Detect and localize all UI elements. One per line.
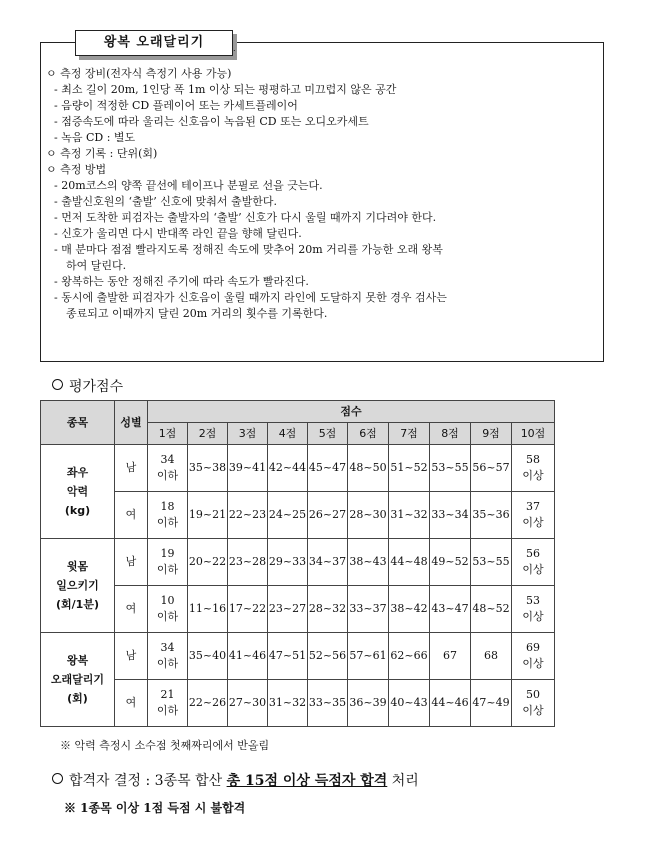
- method-line: ㅇ 측정 기록 : 단위(회): [46, 147, 158, 160]
- score-cell: 29~33: [268, 539, 308, 586]
- section-title: [52, 376, 123, 396]
- pass-emph: 총 15점 이상 득점자 합격: [226, 773, 388, 789]
- score-cell: 22~23: [228, 492, 268, 539]
- score-cell: 33~34: [430, 492, 471, 539]
- item-name-line: (회/1분): [56, 598, 99, 611]
- score-cell: 20~22: [188, 539, 228, 586]
- method-line: - 음량이 적정한 CD 플레이어 또는 카세트플레이어: [54, 99, 298, 112]
- score-cell: 39~41: [228, 445, 268, 492]
- item-name-line: 오래달리기: [50, 673, 105, 686]
- score-cell: 35~40: [188, 633, 228, 680]
- header-score-col: 6점: [348, 423, 389, 445]
- header-score-col: 2점: [188, 423, 228, 445]
- method-content: [46, 66, 602, 322]
- method-line: - 점증속도에 따라 울리는 신호음이 녹음된 CD 또는 오디오카세트: [54, 115, 369, 128]
- sex-cell: 남: [115, 445, 148, 492]
- item-name: [41, 633, 115, 727]
- score-cell: 27~30: [228, 680, 268, 727]
- pass-criteria: [52, 770, 419, 790]
- circle-bullet-icon: [52, 379, 63, 390]
- score-cell: 37 이상: [512, 492, 555, 539]
- method-line: - 왕복하는 동안 정해진 주기에 따라 속도가 빨라진다.: [54, 275, 309, 288]
- score-cell: 40~43: [389, 680, 430, 727]
- score-cell: 33~37: [348, 586, 389, 633]
- item-name-line: (kg): [64, 504, 91, 517]
- header-score-col: 3점: [228, 423, 268, 445]
- circle-bullet-icon: [52, 773, 63, 784]
- header-score-col: 9점: [471, 423, 512, 445]
- method-line: - 매 분마다 점점 빨라지도록 정해진 속도에 맞추어 20m 거리를 가능한 오래 왕복: [54, 243, 443, 256]
- section-title-text: 평가점수: [69, 379, 124, 395]
- item-name-line: 윗몸: [66, 560, 89, 573]
- method-line: 하여 달린다.: [66, 259, 127, 272]
- score-cell: 44~46: [430, 680, 471, 727]
- note-fail: ※ 1종목 이상 1점 득점 시 불합격: [64, 801, 246, 815]
- method-line: ㅇ 측정 방법: [46, 163, 107, 176]
- score-cell: 45~47: [308, 445, 348, 492]
- score-cell: 17~22: [228, 586, 268, 633]
- score-cell: 31~32: [389, 492, 430, 539]
- sex-cell: 남: [115, 539, 148, 586]
- sex-cell: 여: [115, 586, 148, 633]
- score-cell: 31~32: [268, 680, 308, 727]
- score-cell: 42~44: [268, 445, 308, 492]
- header-score-col: 4점: [268, 423, 308, 445]
- item-name-line: 좌우: [66, 466, 89, 479]
- score-cell: 53~55: [430, 445, 471, 492]
- pass-suffix: 처리: [387, 773, 419, 789]
- score-cell: 34 이하: [148, 445, 188, 492]
- score-cell: 23~27: [268, 586, 308, 633]
- header-score-col: 7점: [389, 423, 430, 445]
- header-item: 종목: [41, 401, 115, 445]
- box-title: 왕복 오래달리기: [75, 30, 233, 56]
- table-row: [41, 492, 555, 539]
- score-cell: 38~43: [348, 539, 389, 586]
- header-score-col: 5점: [308, 423, 348, 445]
- table-row: [41, 633, 555, 680]
- score-cell: 18 이하: [148, 492, 188, 539]
- item-name: [41, 539, 115, 633]
- score-table: [40, 400, 555, 727]
- header-score: 점수: [148, 401, 555, 423]
- score-cell: 69 이상: [512, 633, 555, 680]
- score-cell: 47~51: [268, 633, 308, 680]
- method-line: - 신호가 울리면 다시 반대쪽 라인 끝을 향해 달린다.: [54, 227, 302, 240]
- header-sex: 성별: [115, 401, 148, 445]
- header-score-col: 1점: [148, 423, 188, 445]
- method-line: - 20m코스의 양쪽 끝선에 테이프나 분필로 선을 긋는다.: [54, 179, 323, 192]
- score-cell: 44~48: [389, 539, 430, 586]
- score-cell: 56~57: [471, 445, 512, 492]
- method-line: - 최소 길이 20m, 1인당 폭 1m 이상 되는 평평하고 미끄럽지 않은 공간: [54, 83, 397, 96]
- note-grip: ※ 악력 측정시 소수점 첫째짜리에서 반올림: [60, 739, 270, 752]
- sex-cell: 남: [115, 633, 148, 680]
- score-cell: 24~25: [268, 492, 308, 539]
- score-cell: 21 이하: [148, 680, 188, 727]
- score-cell: 10 이하: [148, 586, 188, 633]
- table-row: [41, 586, 555, 633]
- score-cell: 49~52: [430, 539, 471, 586]
- item-name-line: 왕복: [66, 654, 89, 667]
- score-cell: 19 이하: [148, 539, 188, 586]
- score-cell: 19~21: [188, 492, 228, 539]
- score-cell: 28~30: [348, 492, 389, 539]
- method-line: - 출발신호원의 ‘출발’ 신호에 맞춰서 출발한다.: [54, 195, 277, 208]
- score-cell: 47~49: [471, 680, 512, 727]
- item-name-line: 일으키기: [56, 579, 99, 592]
- score-cell: 62~66: [389, 633, 430, 680]
- score-cell: 36~39: [348, 680, 389, 727]
- score-cell: 11~16: [188, 586, 228, 633]
- score-cell: 53 이상: [512, 586, 555, 633]
- score-cell: 56 이상: [512, 539, 555, 586]
- score-cell: 33~35: [308, 680, 348, 727]
- score-cell: 28~32: [308, 586, 348, 633]
- method-line: - 동시에 출발한 피검자가 신호음이 울릴 때까지 라인에 도달하지 못한 경우 검사는: [54, 291, 447, 304]
- method-line: - 먼저 도착한 피검자는 출발자의 ‘출발’ 신호가 다시 울릴 때까지 기다려야 한다.: [54, 211, 437, 224]
- header-score-col: 10점: [512, 423, 555, 445]
- score-cell: 34 이하: [148, 633, 188, 680]
- table-row: [41, 680, 555, 727]
- method-line: ㅇ 측정 장비(전자식 측정기 사용 가능): [46, 67, 232, 80]
- score-cell: 53~55: [471, 539, 512, 586]
- score-cell: 67: [430, 633, 471, 680]
- pass-prefix: 합격자 결정 : 3종목 합산: [69, 773, 227, 789]
- score-cell: 38~42: [389, 586, 430, 633]
- score-cell: 58 이상: [512, 445, 555, 492]
- header-score-col: 8점: [430, 423, 471, 445]
- score-cell: 41~46: [228, 633, 268, 680]
- sex-cell: 여: [115, 680, 148, 727]
- score-cell: 48~52: [471, 586, 512, 633]
- box-title-dot: .: [233, 44, 236, 53]
- item-name-line: 악력: [66, 485, 89, 498]
- score-cell: 23~28: [228, 539, 268, 586]
- sex-cell: 여: [115, 492, 148, 539]
- score-cell: 52~56: [308, 633, 348, 680]
- table-row: [41, 539, 555, 586]
- score-cell: 35~36: [471, 492, 512, 539]
- table-row: [41, 445, 555, 492]
- score-cell: 51~52: [389, 445, 430, 492]
- score-cell: 50 이상: [512, 680, 555, 727]
- score-cell: 35~38: [188, 445, 228, 492]
- score-cell: 43~47: [430, 586, 471, 633]
- score-cell: 48~50: [348, 445, 389, 492]
- method-line: - 녹음 CD : 별도: [54, 131, 136, 144]
- score-cell: 57~61: [348, 633, 389, 680]
- item-name: [41, 445, 115, 539]
- score-cell: 26~27: [308, 492, 348, 539]
- score-cell: 34~37: [308, 539, 348, 586]
- score-cell: 22~26: [188, 680, 228, 727]
- score-cell: 68: [471, 633, 512, 680]
- item-name-line: (회): [67, 692, 88, 705]
- method-line: 종료되고 이때까지 달린 20m 거리의 횟수를 기록한다.: [66, 307, 328, 320]
